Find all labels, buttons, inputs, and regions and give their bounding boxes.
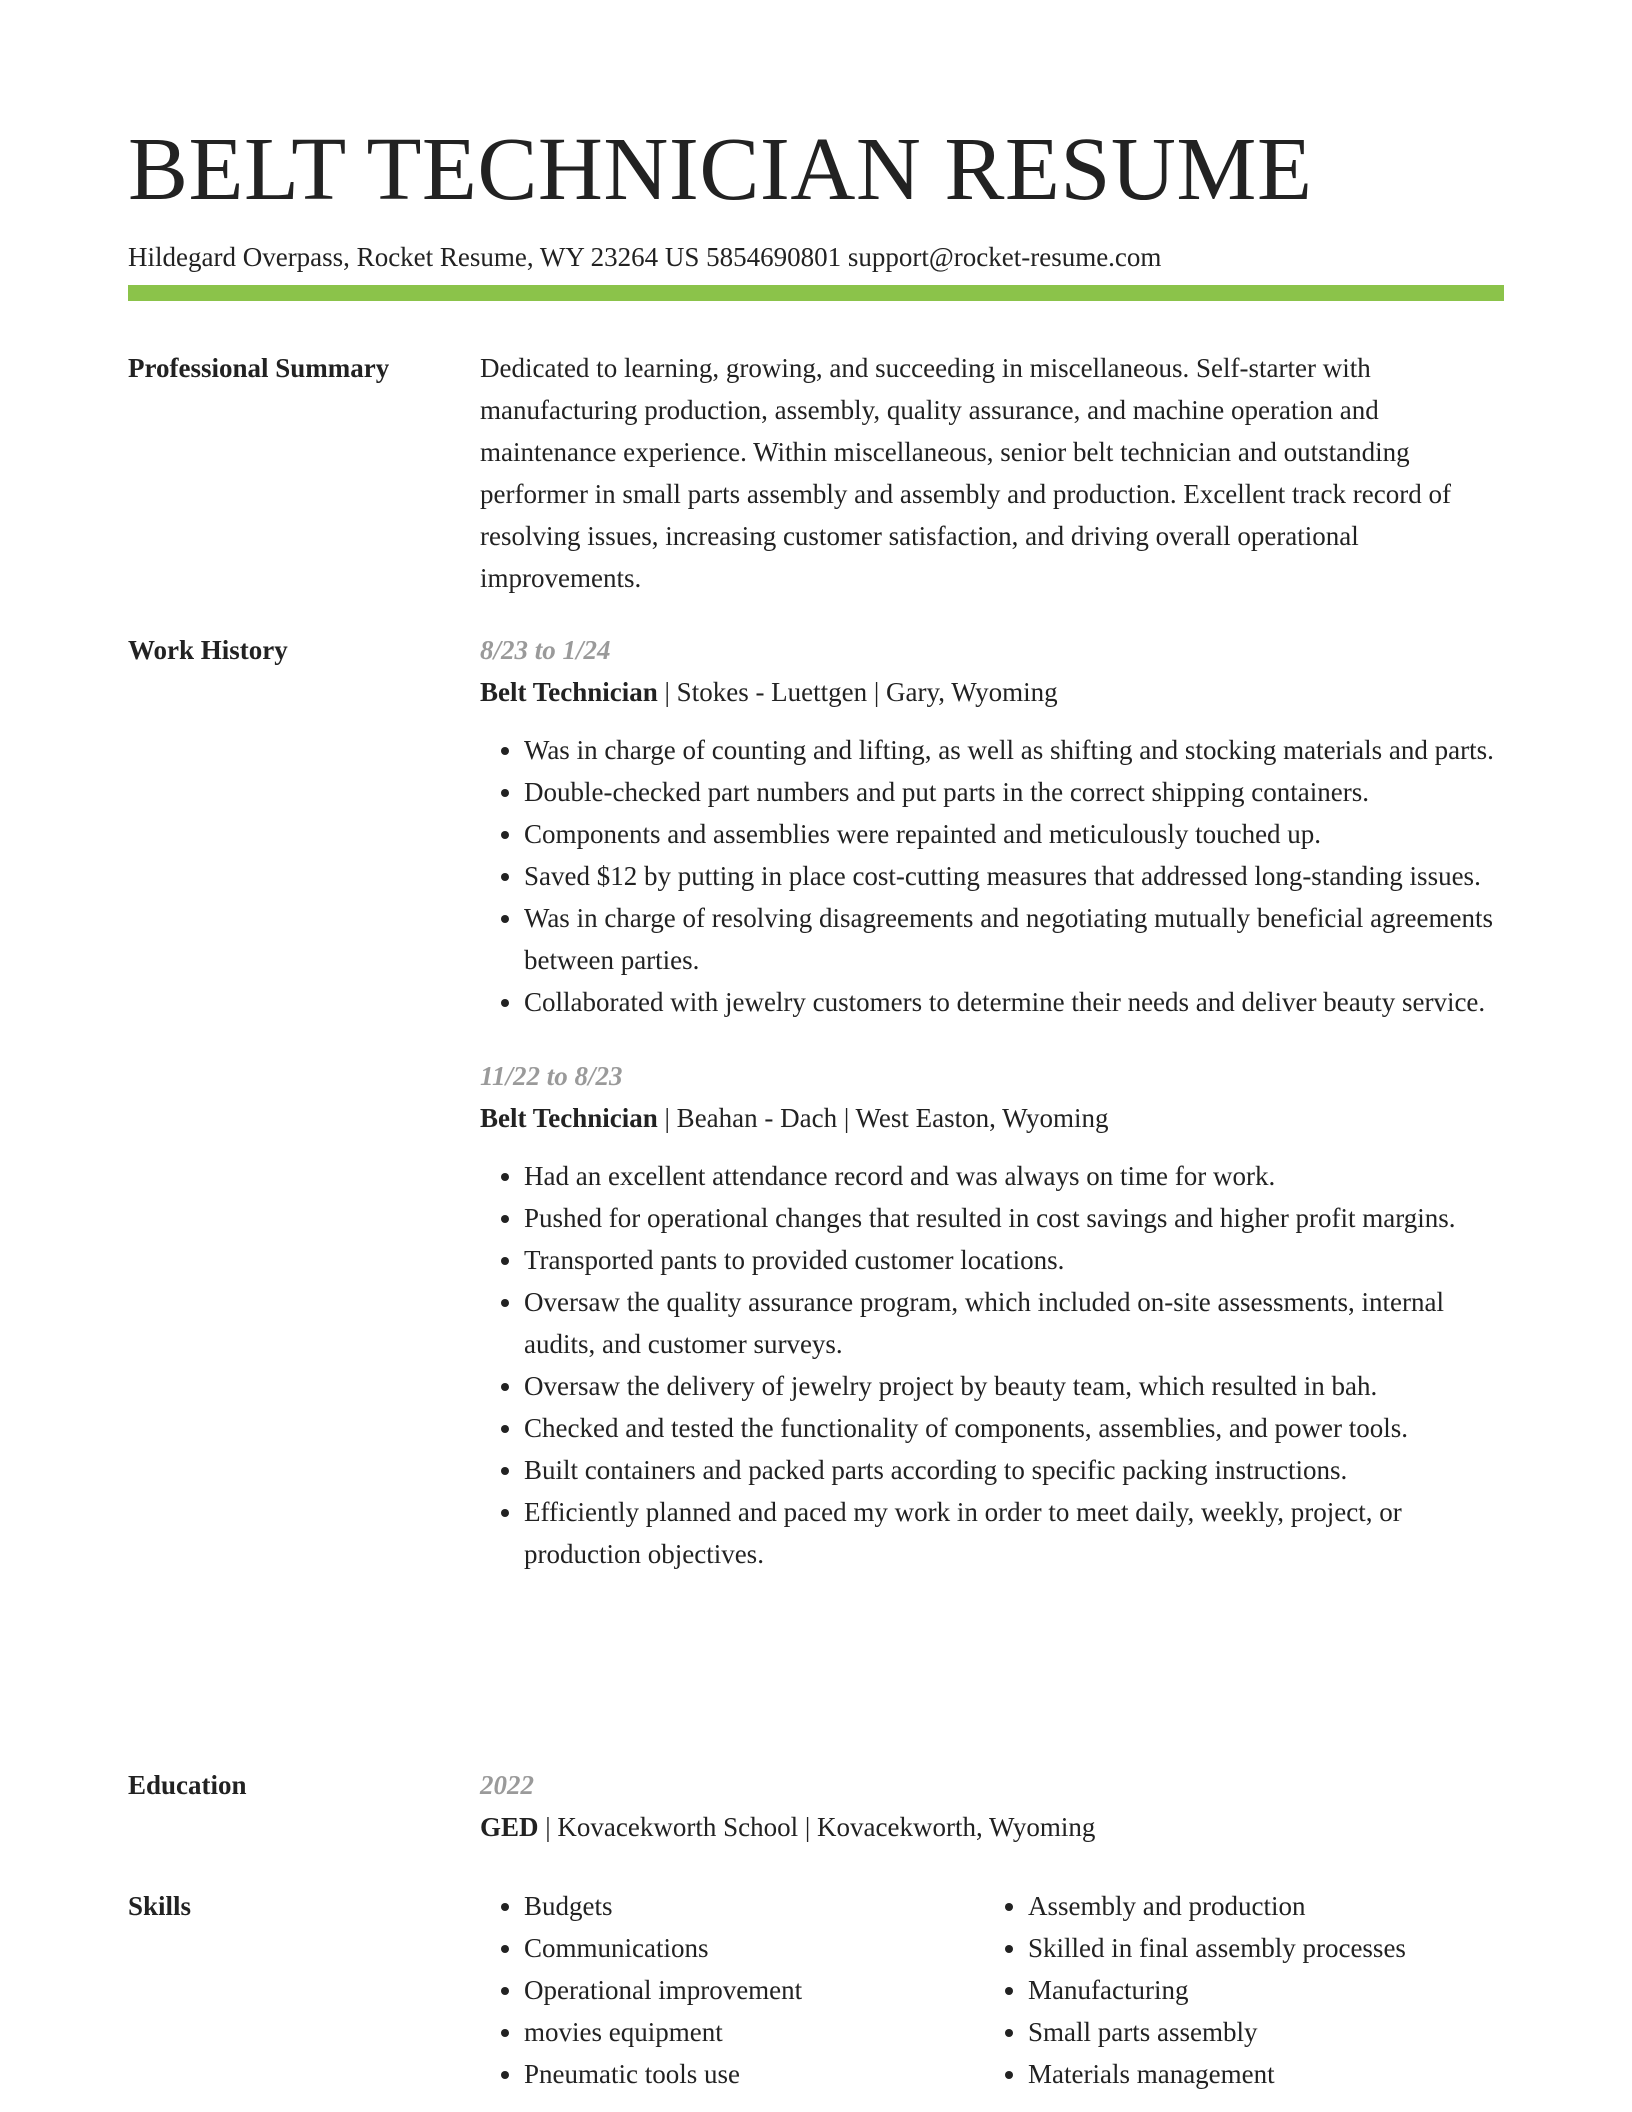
job-bullet: • Efficiently planned and paced my work in order to meet daily, weekly, project, or production objectives. — [524, 1491, 1504, 1575]
job-title: Belt Technician — [480, 1103, 658, 1133]
contact-line: Hildegard Overpass, Rocket Resume, WY 23264 US 5854690801 support@rocket-resume.com — [128, 242, 1162, 272]
job-line — [480, 671, 1504, 713]
resume-title: BELT TECHNICIAN RESUME — [128, 120, 1313, 219]
skill-item: • Communications — [524, 1927, 984, 1969]
section-label-summary: Professional Summary — [128, 353, 390, 383]
job-bullet: • Built containers and packed parts according to specific packing instructions. — [524, 1449, 1504, 1491]
education-details: | Kovacekworth School | Kovacekworth, Wyoming — [538, 1812, 1096, 1842]
job-details: | Beahan - Dach | West Easton, Wyoming — [657, 1103, 1109, 1133]
job-bullets — [480, 729, 1504, 1023]
work-history-body — [480, 629, 1504, 1575]
job-bullet: • Was in charge of resolving disagreements and negotiating mutually beneficial agreements between parties. — [524, 897, 1504, 981]
skill-item: • Manufacturing — [1028, 1969, 1488, 2011]
section-label-education: Education — [128, 1770, 247, 1800]
job-entry — [480, 1055, 1504, 1575]
summary-text: Dedicated to learning, growing, and succeeding in miscellaneous. Self-starter with manufacturing production, assembly, quality assurance, and machine operation and maintenance experience. Within miscellaneous, senior belt technician and outstanding performer in small parts assembly and assembly and production. Excellent track record of resolving issues, increasing customer satisfaction, and driving overall operational improvements. — [480, 353, 1451, 593]
job-bullet: • Had an excellent attendance record and was always on time for work. — [524, 1155, 1504, 1197]
section-label-work-history: Work History — [128, 635, 288, 665]
job-bullet: • Was in charge of counting and lifting, as well as shifting and stocking materials and parts. — [524, 729, 1504, 771]
education-line — [480, 1806, 1504, 1848]
job-details: | Stokes - Luettgen | Gary, Wyoming — [657, 677, 1058, 707]
job-dates: 8/23 to 1/24 — [480, 635, 611, 665]
education-year: 2022 — [480, 1770, 534, 1800]
job-bullet: • Oversaw the delivery of jewelry project by beauty team, which resulted in bah. — [524, 1365, 1504, 1407]
job-bullet: • Components and assemblies were repainted and meticulously touched up. — [524, 813, 1504, 855]
job-bullet: • Transported pants to provided customer locations. — [524, 1239, 1504, 1281]
resume-header — [128, 118, 1504, 274]
accent-divider — [128, 285, 1504, 301]
job-entry — [480, 629, 1504, 1023]
skills-list-right — [984, 1885, 1488, 2095]
skill-item: • Assembly and production — [1028, 1885, 1488, 1927]
skills-list-left — [480, 1885, 984, 2095]
summary-body — [480, 347, 1504, 599]
job-bullet: • Oversaw the quality assurance program, which included on-site assessments, internal audits, and customer surveys. — [524, 1281, 1504, 1365]
job-bullets — [480, 1155, 1504, 1575]
job-bullet: • Saved $12 by putting in place cost-cutting measures that addressed long-standing issues. — [524, 855, 1504, 897]
job-line — [480, 1097, 1504, 1139]
job-bullet: • Pushed for operational changes that resulted in cost savings and higher profit margins. — [524, 1197, 1504, 1239]
skill-item: • Operational improvement — [524, 1969, 984, 2011]
skills-columns — [480, 1885, 1504, 2095]
education-degree: GED — [480, 1812, 539, 1842]
job-title: Belt Technician — [480, 677, 658, 707]
job-bullet: • Collaborated with jewelry customers to determine their needs and deliver beauty service. — [524, 981, 1504, 1023]
skill-item: • Skilled in final assembly processes — [1028, 1927, 1488, 1969]
job-bullet: • Checked and tested the functionality of components, assemblies, and power tools. — [524, 1407, 1504, 1449]
skill-item: • Budgets — [524, 1885, 984, 1927]
skills-body — [480, 1885, 1504, 2095]
section-label-skills: Skills — [128, 1891, 192, 1921]
skill-item: • Pneumatic tools use — [524, 2053, 984, 2095]
education-body — [480, 1764, 1504, 1848]
skill-item: • Materials management — [1028, 2053, 1488, 2095]
job-bullet: • Double-checked part numbers and put parts in the correct shipping containers. — [524, 771, 1504, 813]
skill-item: • Small parts assembly — [1028, 2011, 1488, 2053]
job-dates: 11/22 to 8/23 — [480, 1061, 623, 1091]
skill-item: • movies equipment — [524, 2011, 984, 2053]
